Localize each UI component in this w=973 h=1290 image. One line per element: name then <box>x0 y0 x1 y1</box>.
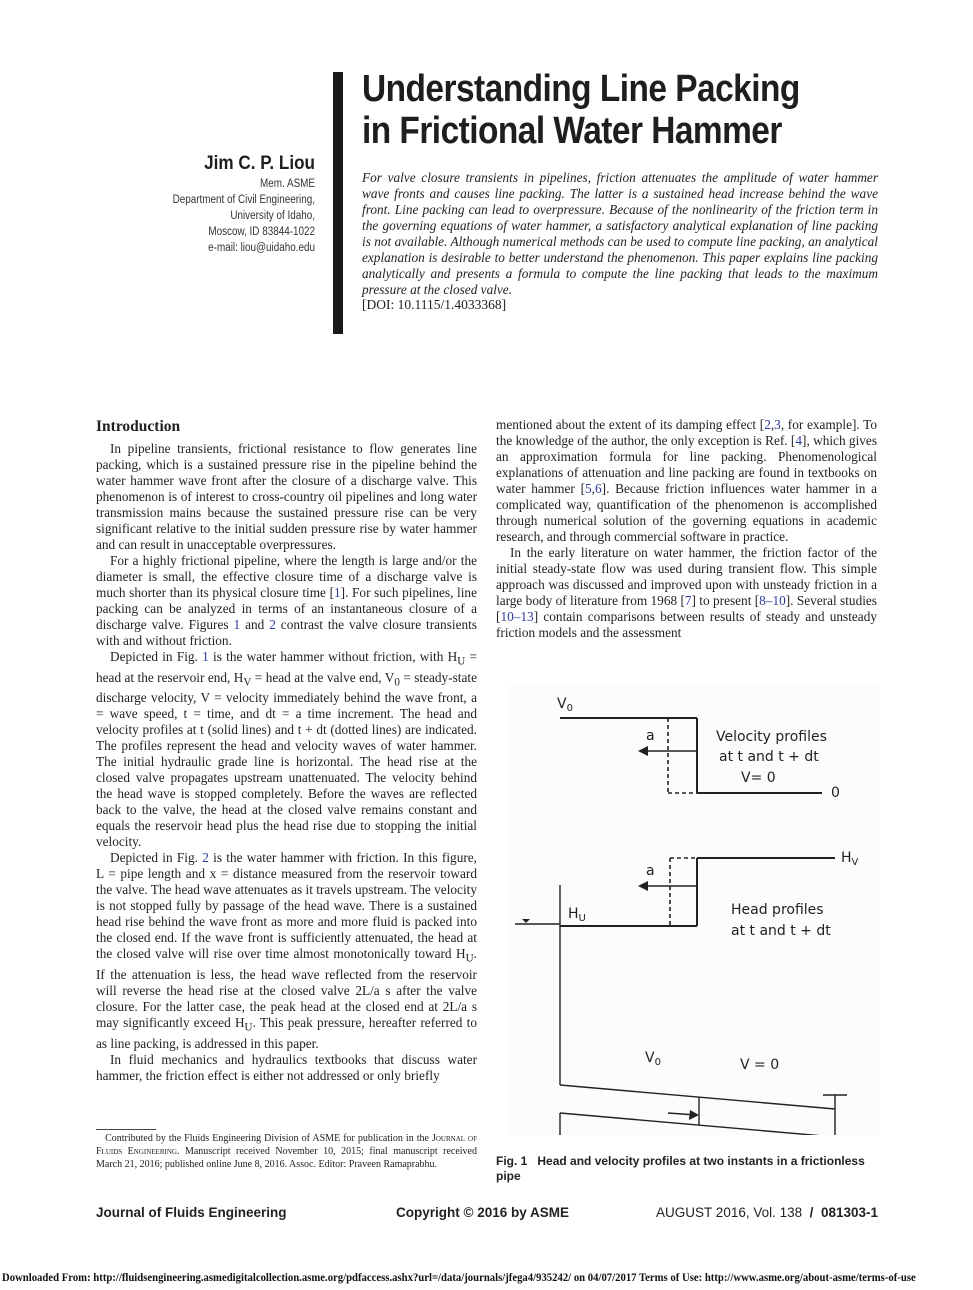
paragraph: In fluid mechanics and hydraulics textbooks that discuss water hammer, the friction effect is either not addressed or only briefly <box>96 1051 477 1083</box>
subscript: U <box>457 655 466 668</box>
doi[interactable]: [DOI: 10.1115/1.4033368] <box>362 297 507 312</box>
journal-name: Journal of Fluids Engineering <box>96 1133 478 1157</box>
paragraph <box>96 850 477 1051</box>
text: ] to present [ <box>691 593 760 608</box>
issue-text: AUGUST 2016, Vol. 138 <box>656 1205 803 1220</box>
arrowhead-icon <box>689 1110 699 1120</box>
footer-issue <box>656 1205 878 1220</box>
label-v0-pipe-text: $V_0$ <box>645 1050 661 1068</box>
title-line-2: in Frictional Water Hammer <box>362 110 782 152</box>
text: ]. For such pipelines, line packing can be analyzed in terms of an instantaneous closure of a discharge valve. Figures <box>96 585 477 632</box>
author-membership: Mem. ASME <box>260 178 315 190</box>
figure-1-diagram <box>510 685 880 1135</box>
label-hv: $H_V$ <box>841 850 859 868</box>
text: ]. Because friction influences water hammer in a complicated way, quantification of the phenomenon is accomplished through numerical solution of the governing equations in academic research, and through commercial software in practice. <box>496 481 877 544</box>
text: ], which gives an approximation formula for line packing. Phenomenological explanations of attenuation and line packing are found in textbooks on water hammer [ <box>496 433 877 496</box>
label-head-title-2: at t and t + dt <box>731 923 831 939</box>
label-velocity-title-1: Velocity profiles <box>716 729 827 745</box>
text: mentioned about the extent of its damping effect [ <box>496 417 765 432</box>
text: = head at the valve end, V <box>251 669 395 685</box>
footnote-rule <box>96 1129 156 1130</box>
label-v-eq-0: V= 0 <box>741 770 776 786</box>
paragraph: In pipeline transients, frictional resistance to flow generates line packing, which is a sustained pressure rise in the pipeline behind the water hammer wave front after the closure of a discharge valve. This phenomenon is of interest to cross-country oil pipelines and long water transmission mains because the sustained pressure rise can be very significant relative to the initial sudden pressure rise by water hammer and can result in unacceptable overpressures. <box>96 441 477 552</box>
label-velocity-title-2: at t and t + dt <box>719 749 819 765</box>
paragraph <box>96 553 477 649</box>
citation-link[interactable]: 10–13 <box>500 609 534 624</box>
paragraph <box>496 545 877 641</box>
subscript: V <box>243 676 252 689</box>
text: = steady-state discharge velocity, V = velocity immediately behind the wave front, a = wave speed, t = time, and dt = a time increment. The head and velocity profiles at t (solid lines) and t + dt (dotted lines) are indicated. The profiles represent the head and velocity waves of water hammer. The initial hydraulic grade line is horizontal. The head rise at the closed valve propagates upstream unattenuated. The velocity behind the head wave is stopped completely. Before the waves are reflected back to the valve, the head at the closed valve remains constant and equals the reservoir head plus the head rise due to stopping the initial velocity. <box>96 669 478 850</box>
text: , <box>770 417 775 432</box>
author-university: University of Idaho, <box>230 210 315 222</box>
text: = head at the reservoir end, H <box>96 649 478 685</box>
citation-link[interactable]: 3 <box>774 417 781 432</box>
article-number: 081303-1 <box>820 1205 878 1220</box>
text: ] contain comparisons between results of steady and unsteady friction models and the assessment <box>496 609 877 640</box>
text: . Manuscript received November 10, 2015; final manuscript received March 21, 2016; published online June 8, 2016. Assoc. Editor: Praveen Ramaprabhu. <box>96 1146 477 1170</box>
figure-caption <box>496 1154 878 1184</box>
label-v-eq-0-pipe: V = 0 <box>740 1057 780 1073</box>
figure-1 <box>510 685 880 1135</box>
text: Depicted in Fig. <box>110 649 203 664</box>
author-address: Moscow, ID 83844-1022 <box>208 226 315 238</box>
author-department: Department of Civil Engineering, <box>172 194 315 206</box>
label-v0-top: $V_0$ <box>557 696 573 714</box>
text: , for example]. To the knowledge of the author, the only exception is Ref. [ <box>496 417 877 448</box>
title-line-1: Understanding Line Packing <box>362 68 800 110</box>
paragraph <box>96 649 477 850</box>
text: . This peak pressure, hereafter referred to as line packing, is addressed in this paper. <box>96 1014 477 1051</box>
figure-caption-label: Fig. 1 <box>496 1154 528 1168</box>
citation-link[interactable]: 1 <box>334 585 341 600</box>
text: In the early literature on water hammer, the friction factor of the initial steady-state flow was used during transient flow. This simple approach was discussed and improved upon with unsteady friction in a large body of literature from 1968 [ <box>496 545 877 608</box>
subscript: U <box>244 1021 253 1034</box>
author-email[interactable]: e-mail: liou@uidaho.edu <box>208 242 315 254</box>
label-zero: 0 <box>831 785 840 801</box>
text: and <box>240 617 270 632</box>
figure-link[interactable]: 1 <box>202 649 209 664</box>
citation-link[interactable]: 7 <box>684 593 692 608</box>
label-head-title-1: Head profiles <box>731 902 824 918</box>
water-level-marker-icon <box>522 919 530 923</box>
text: is the water hammer with friction. In this figure, L = pipe length and x = distance measured from the reservoir toward the valve. The head wave attenuates as it travels upstream. The velocity is not stopped fully by passage of the head wave. There is a sustained head rise behind the wave front as more and more fluid is packed into the closed end. If the wave front is sufficiently attenuated, the head at the closed valve will rise over time almost monotonically toward H <box>96 850 477 962</box>
text: For a highly frictional pipeline, where the length is large and/or the diameter is small, the effective closure time of a discharge valve is much shorter than its physical closure time [ <box>96 553 477 600</box>
label-a-top: a <box>646 728 655 744</box>
download-notice[interactable]: Downloaded From: http://fluidsengineering.asmedigitalcollection.asme.org/pdfaccess.ashx?url=/data/journals/jfega4/935242/ on 04/07/2017 Terms of Use: http://www.asme.org/about-asme/terms-of-use <box>2 1272 916 1284</box>
text: , <box>591 481 595 496</box>
right-column <box>496 417 877 641</box>
citation-link[interactable]: 5 <box>585 481 592 496</box>
figure-link[interactable]: 2 <box>202 850 209 866</box>
text: Depicted in Fig. <box>110 850 203 866</box>
citation-link[interactable]: 4 <box>795 433 803 448</box>
figure-link[interactable]: 2 <box>269 617 276 632</box>
paper-title <box>362 68 820 152</box>
title-accent-bar <box>333 72 343 334</box>
author-block <box>120 152 315 256</box>
subscript: 0 <box>394 676 400 689</box>
subscript: U <box>465 952 474 965</box>
author-name: Jim C. P. Liou <box>204 153 315 174</box>
citation-link[interactable]: 8–10 <box>759 593 786 608</box>
text: . If the attenuation is less, the head wave reflected from the reservoir will reverse the head rise at the closed valve 2L/a s after the valve closure. For the latter case, the peak head at the closed end at 2L/a s may significantly exceed H <box>96 946 477 1030</box>
text: is the water hammer without friction, with H <box>208 649 458 664</box>
paragraph <box>496 417 877 545</box>
label-a-mid: a <box>646 863 655 879</box>
footer-copyright: Copyright © 2016 by ASME <box>396 1205 569 1220</box>
page-footer <box>96 1205 878 1225</box>
text: ]. Several studies [ <box>496 593 877 624</box>
figure-link[interactable]: 1 <box>233 617 241 632</box>
arrowhead-icon <box>638 881 648 891</box>
citation-link[interactable]: 6 <box>595 481 602 496</box>
citation-link[interactable]: 2 <box>764 417 771 432</box>
footnote <box>96 1132 477 1171</box>
text: contrast the valve closure transients with and without friction. <box>96 617 477 648</box>
footer-journal: Journal of Fluids Engineering <box>96 1205 287 1220</box>
text: Contributed by the Fluids Engineering Division of ASME for publication in the <box>105 1133 432 1144</box>
section-heading: Introduction <box>96 418 181 435</box>
pipe-top <box>560 1085 835 1109</box>
separator: / <box>809 1205 814 1220</box>
left-column <box>96 417 477 1084</box>
label-hu: $H_U$ <box>568 906 586 924</box>
figure-caption-text: Head and velocity profiles at two instants in a frictionless pipe <box>496 1154 865 1183</box>
arrowhead-icon <box>638 746 648 756</box>
abstract: For valve closure transients in pipelines, friction attenuates the amplitude of water hammer wave fronts and causes line packing. The latter is a sustained head increase behind the wave front. Line packing can lead to overpressure. Because of the nonlinearity of the friction term in the governing equations of water hammer, a satisfactory analytical explanation of line packing is not available. Although numerical methods can be used to compute line packing, an analytical explanation is desirable to better understand the phenomenon. This paper explains line packing analytically and presents a formula to compute the line packing that leads to the maximum pressure at the closed valve. <box>362 170 878 297</box>
pipe-bottom <box>560 1113 835 1135</box>
